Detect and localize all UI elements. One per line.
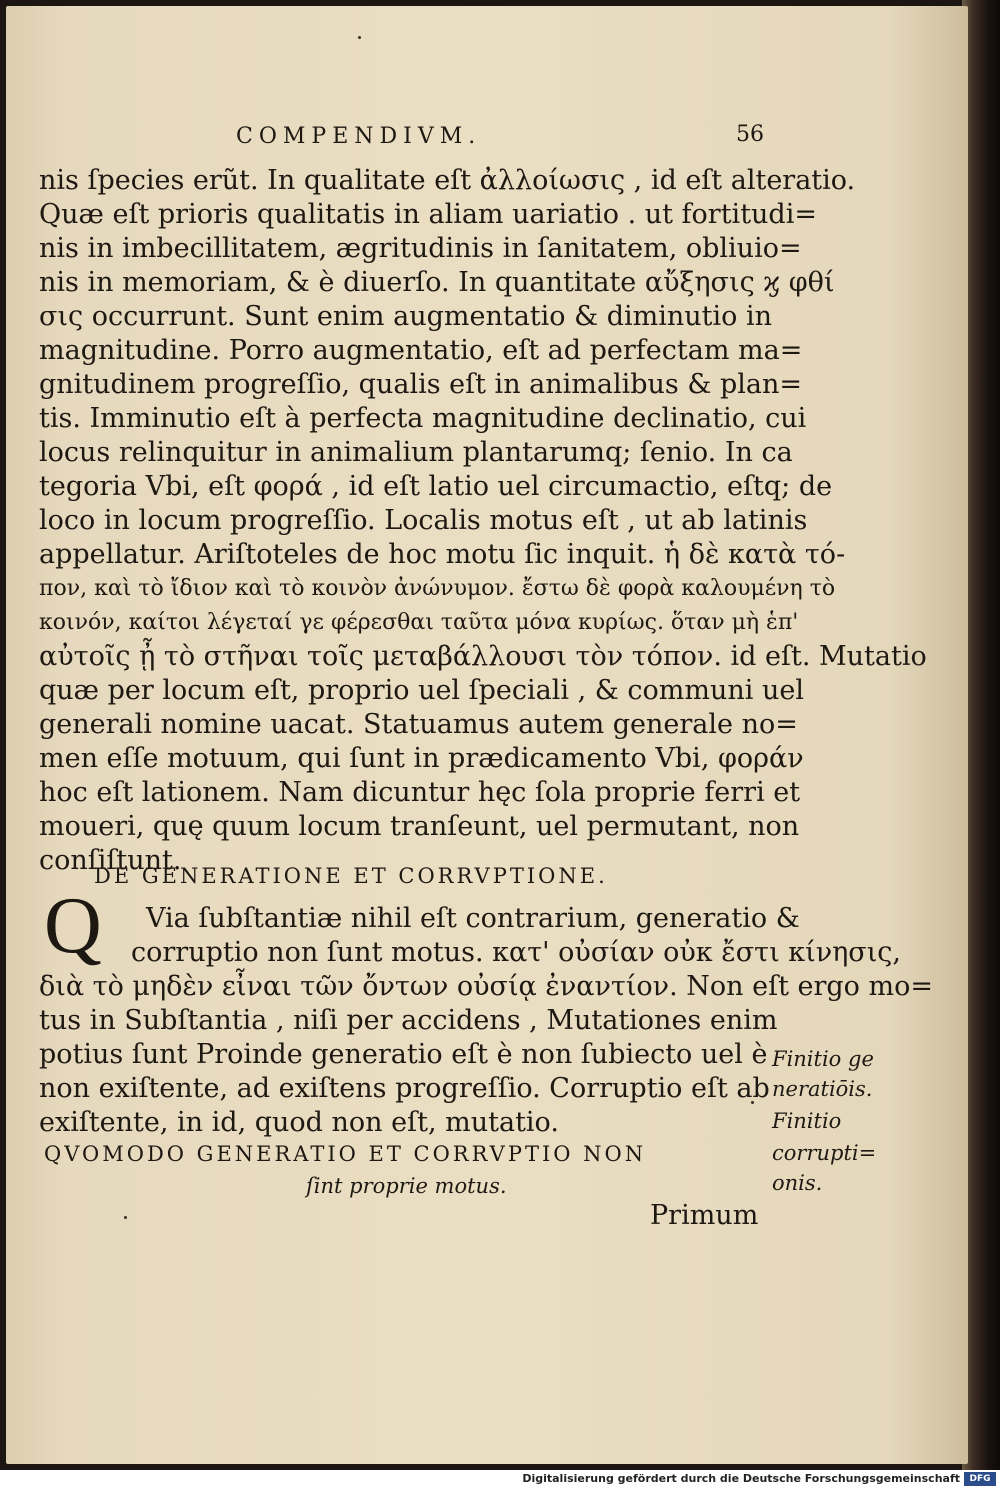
greek-line: κοινόν, καίτοι λέγεταί γε φέρεσθαι ταῦτα μόνα κυρίως. ὅταν μὴ ἑπ'	[39, 610, 799, 635]
body-line: tis. Imminutio eſt à perfecta magnitudine declinatio, cui	[39, 403, 807, 434]
body-line: conſiſtunt.	[39, 845, 182, 876]
body-line: quæ per locum eſt, proprio uel ſpeciali , & communi uel	[39, 675, 804, 706]
margin-note: corrupti=	[772, 1141, 877, 1165]
page-number: 56	[736, 122, 764, 147]
body-line: generali nomine uacat. Statuamus autem generale no=	[39, 709, 798, 740]
body-line: αὐτοῖς ᾖ τὸ στῆναι τοῖς μεταβάλλουσι τὸν τόπον. id eſt. Mutatio	[39, 641, 927, 672]
body-line: tegoria Vbi, eſt φορά , id eſt latio uel circumactio, eſtq; de	[39, 471, 833, 502]
ink-speck	[124, 1216, 127, 1219]
margin-note: Finitio ge	[772, 1047, 874, 1071]
section-heading: DE GENERATIONE ET CORRVPTIONE.	[94, 864, 608, 888]
body-line: men eſſe motuum, qui ſunt in prædicamento Vbi, φοράν	[39, 743, 804, 774]
footer-bar	[0, 1470, 1000, 1489]
body-line: hoc eſt lationem. Nam dicuntur hęc ſola proprie ferri et	[39, 777, 801, 808]
section-line: Via ſubſtantiæ nihil eſt contrarium, generatio &	[146, 903, 800, 934]
funding-credit: Digitalisierung gefördert durch die Deutsche Forschungsgemeinschaft	[522, 1472, 960, 1485]
section-line: non exiſtente, ad exiſtens progreſſio. Corruptio eſt ab	[39, 1073, 770, 1104]
body-line: nis ſpecies erũt. In qualitate eſt ἀλλοίωσις , id eſt alteratio.	[39, 165, 856, 196]
margin-note: onis.	[772, 1171, 823, 1195]
heading-subtitle: ſint proprie motus.	[306, 1174, 507, 1198]
body-line: Quæ eſt prioris qualitatis in aliam uariatio . ut fortitudi=	[39, 199, 817, 230]
margin-note: Finitio	[772, 1109, 842, 1133]
greek-line: πον, καὶ τὸ ἴδιον καὶ τὸ κοινὸν ἀνώνυμον. ἔστω δὲ φορὰ καλουμένη τὸ	[39, 576, 836, 601]
drop-cap: Q	[44, 882, 102, 970]
body-line: loco in locum progreſſio. Localis motus eſt , ut ab latinis	[39, 505, 808, 536]
section-line: διὰ τὸ μηδὲν εἶναι τῶν ὄντων οὐσίᾳ ἐναντίον. Non eſt ergo mo=	[39, 971, 934, 1002]
body-line: nis in memoriam, & è diuerſo. In quantitate αὔξησις ϗ φθί	[39, 267, 835, 298]
body-line: locus relinquitur in animalium plantarumq; ſenio. In ca	[39, 437, 793, 468]
catchword: Primum	[650, 1200, 759, 1231]
section-heading: QVOMODO GENERATIO ET CORRVPTIO NON	[44, 1142, 647, 1166]
dfg-logo: DFG	[964, 1472, 996, 1486]
section-line: exiſtente, in id, quod non eſt, mutatio.	[39, 1107, 559, 1138]
body-line: nis in imbecillitatem, ægritudinis in ſanitatem, obliuio=	[39, 233, 802, 264]
body-line: gnitudinem progreſſio, qualis eſt in animalibus & plan=	[39, 369, 803, 400]
ink-speck	[358, 36, 361, 39]
body-line: σις occurrunt. Sunt enim augmentatio & diminutio in	[39, 301, 773, 332]
section-line: potius ſunt Proinde generatio eſt è non ſubiecto uel è	[39, 1039, 768, 1070]
body-line: appellatur. Ariſtoteles de hoc motu ſic inquit. ἡ δὲ κατὰ τό-	[39, 539, 846, 570]
body-line: magnitudine. Porro augmentatio, eſt ad perfectam ma=	[39, 335, 803, 366]
running-head: COMPENDIVM.	[236, 124, 482, 149]
section-line: corruptio non ſunt motus. κατ' οὐσίαν οὐκ ἔστι κίνησις,	[131, 937, 902, 968]
book-page	[6, 6, 968, 1464]
body-line: moueri, quę quum locum tranſeunt, uel permutant, non	[39, 811, 800, 842]
section-line: tus in Subſtantia , niſi per accidens , Mutationes enim	[39, 1005, 778, 1036]
margin-note: neratiōis.	[772, 1077, 873, 1101]
